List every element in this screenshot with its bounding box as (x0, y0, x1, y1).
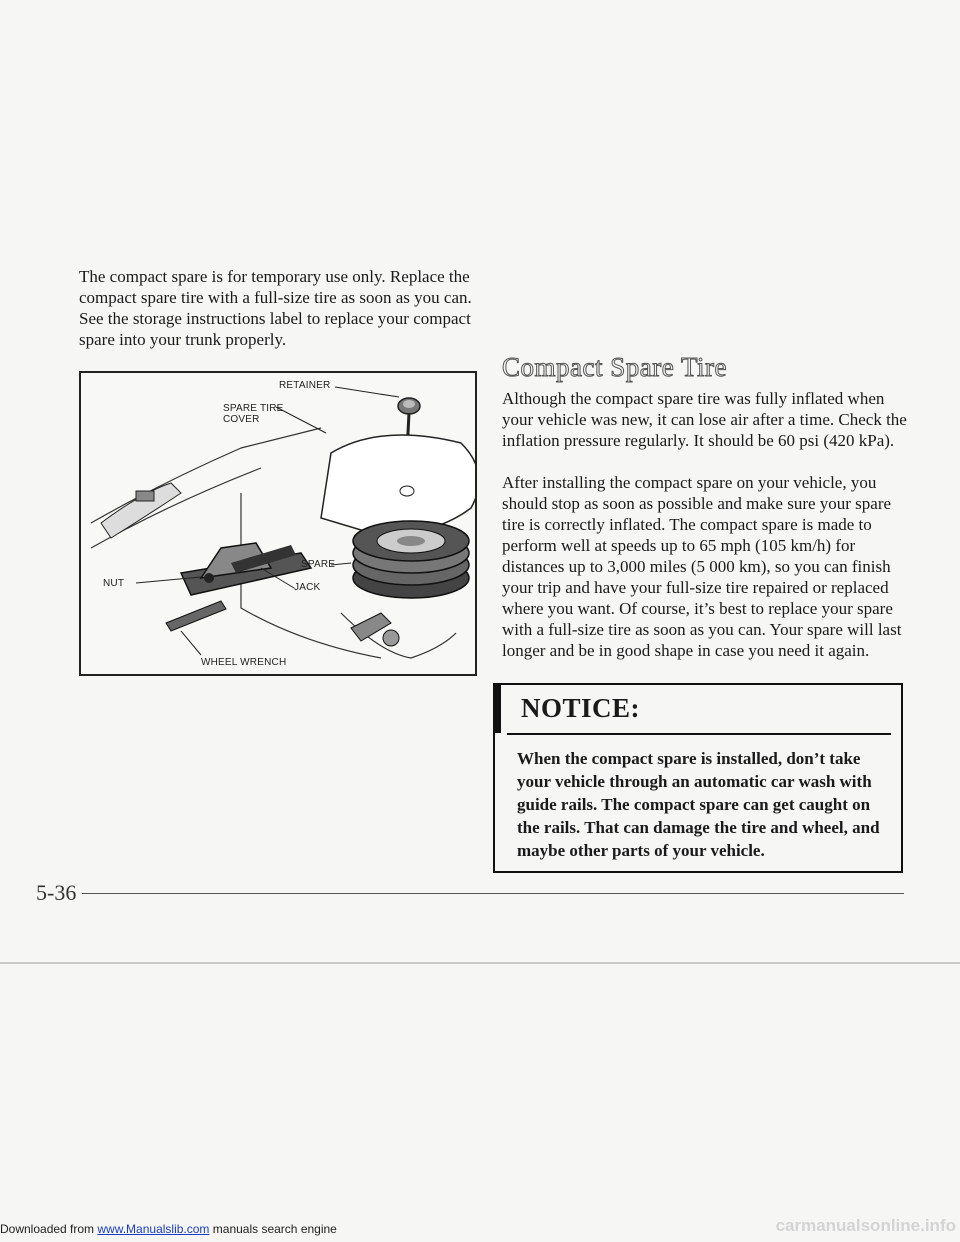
download-footer (0, 1222, 337, 1236)
label-nut: NUT (103, 578, 125, 589)
notice-title: NOTICE: (521, 693, 641, 723)
notice-body: When the compact spare is installed, don’t take your vehicle through an automatic car wash with guide rails. The compact spare can get caught on the rails. That can damage the tire and wheel, and maybe other parts of your vehicle. (517, 749, 880, 860)
notice-box (493, 683, 903, 873)
bottom-band (0, 962, 960, 964)
label-spare: SPARE (301, 559, 336, 570)
footer-prefix: Downloaded from (0, 1222, 98, 1236)
jack-illustration (181, 543, 311, 595)
spare-tire-cover-illustration (321, 435, 475, 534)
page-number: 5-36 (36, 880, 77, 905)
label-spare-tire-cover: SPARE TIRE COVER (223, 403, 284, 425)
manualslib-link[interactable]: www.Manualslib.com (97, 1222, 210, 1236)
watermark: carmanualsonline.info (775, 1216, 956, 1235)
intro-paragraph: The compact spare is for temporary use only. Replace the compact spare tire with a full-size tire as soon as you can. See the storage instructions label to replace your compact spare into your trunk properly. (79, 267, 472, 349)
section-paragraph-1: Although the compact spare tire was fully inflated when your vehicle was new, it can lose air after a time. Check the inflation pressure regularly. It should be 60 psi (420 kPa). (502, 389, 907, 450)
wheel-wrench-illustration (166, 601, 226, 631)
mount-illustration (351, 613, 399, 646)
spare-tire-figure (79, 371, 477, 676)
footer-suffix: manuals search engine (209, 1222, 337, 1236)
label-wheel-wrench: WHEEL WRENCH (201, 657, 287, 668)
notice-header-bar (495, 685, 501, 733)
section-title: Compact Spare Tire (502, 352, 727, 382)
footer-rule (82, 893, 904, 894)
notice-header (507, 685, 891, 735)
section-paragraph-2: After installing the compact spare on your vehicle, you should stop as soon as possible and make sure your spare tire is correctly inflated. The compact spare is made to perform well at speeds up to 65 mph (105 km/h) for distances up to 3,000 miles (5 000 km), so you can finish your trip and have your full-size tire repaired or replaced where you want. Of course, it’s best to replace your spare with a full-size tire as soon as you can. Your spare will last longer and be in good shape in case you need it again. (502, 473, 902, 660)
spare-tire-illustration (353, 521, 469, 598)
label-jack: JACK (294, 582, 321, 593)
label-retainer: RETAINER (279, 380, 331, 391)
